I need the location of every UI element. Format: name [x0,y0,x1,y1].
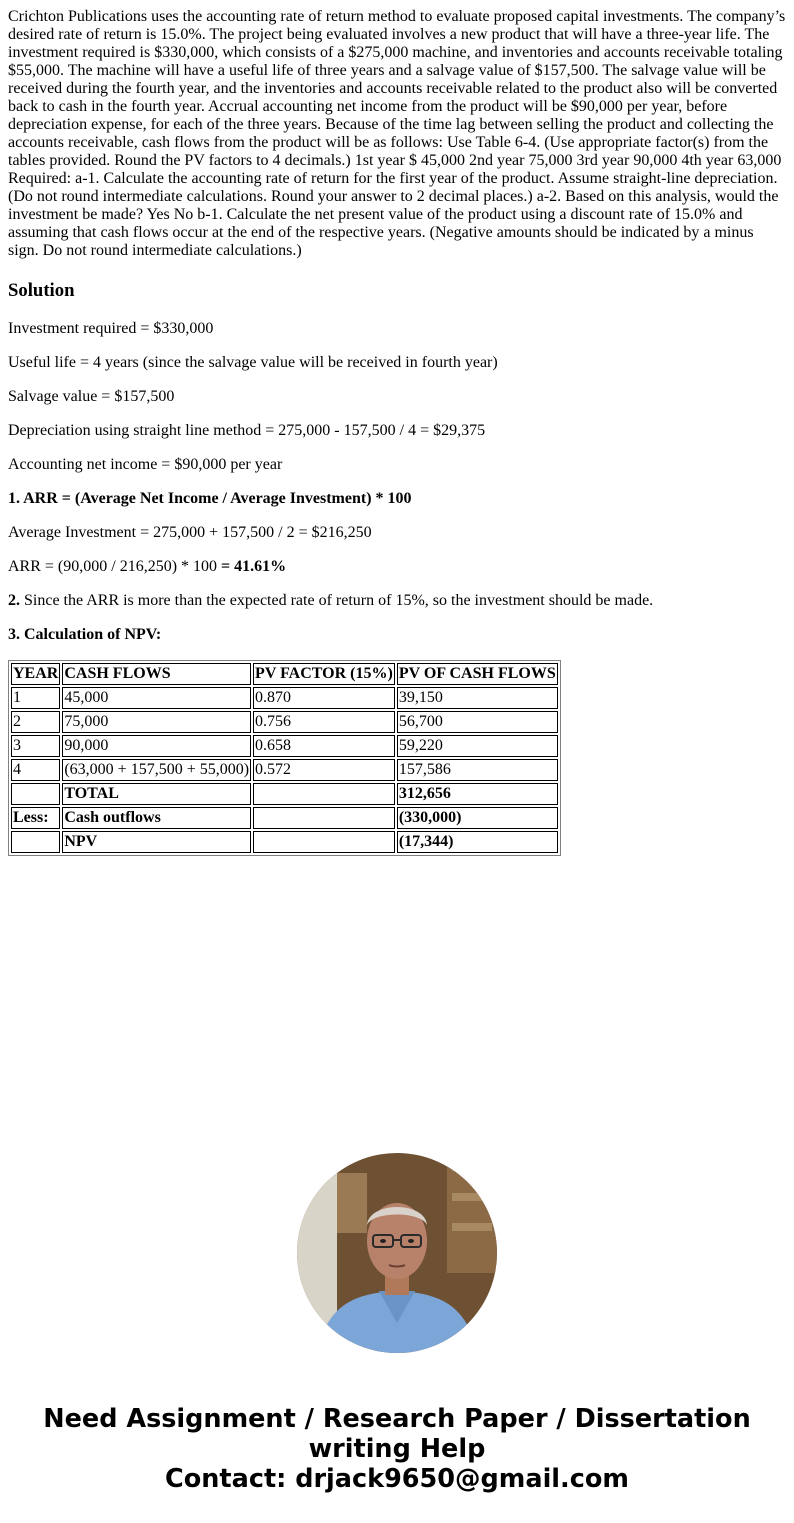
cell-cash-flow: 45,000 [62,687,251,709]
npv-row [11,831,558,853]
header-pv-factor: PV FACTOR (15%) [253,663,395,685]
total-value: 312,656 [397,783,558,805]
author-portrait-image [297,1153,497,1353]
solution-heading: Solution [8,280,75,301]
cell-cash-flow: (63,000 + 157,500 + 55,000) [62,759,251,781]
npv-table [8,660,561,856]
header-cash-flows: CASH FLOWS [62,663,251,685]
cell-cash-flow: 75,000 [62,711,251,733]
useful-life-line: Useful life = 4 years (since the salvage value will be received in fourth year) [8,354,498,371]
question-text: Crichton Publications uses the accounting rate of return method to evaluate proposed capital investments. The company’s desired rate of return is 15.0%. The project being evaluated involves a new product that will have a three-year life. The investment required is $330,000, which consists of a $275,000 machine, and inventories and accounts receivable totaling $55,000. The machine will have a useful life of three years and a salvage value of $157,500. The salvage value will be received during the fourth year, and the inventories and accounts receivable related to the product also will be converted back to cash in the fourth year. Accrual accounting net income from the product will be $90,000 per year, before depreciation expense, for each of the three years. Because of the time lag between selling the product and collecting the accounts receivable, cash flows from the product will be as follows: Use Table 6-4. (Use appropriate factor(s) from the tables provided. Round the PV factors to 4 decimals.) 1st year $ 45,000 2nd year 75,000 3rd year 90,000 4th year 63,000 Required: a-1. Calculate the accounting rate of return for the first year of the product. Assume straight-line depreciation. (Do not round intermediate calculations. Round your answer to 2 decimal places.) a-2. Based on this analysis, would the investment be made? Yes No b-1. Calculate the net present value of the product using a discount rate of 15.0% and assuming that cash flows occur at the end of the respective years. (Negative amounts should be indicated by a minus sign. Do not round intermediate calculations.) [8,8,786,259]
decision-line [8,592,786,610]
cell-pv-factor: 0.756 [253,711,395,733]
cell-pv: 39,150 [397,687,558,709]
outflows-value: (330,000) [397,807,558,829]
cell-year: 2 [11,711,60,733]
banner-line-1: Need Assignment / Research Paper / Dissertation [43,1404,751,1434]
arr-result: = 41.61% [217,558,287,575]
investment-line: Investment required = $330,000 [8,320,214,337]
table-header-row [11,663,558,685]
npv-value: (17,344) [397,831,558,853]
arr-calc-text: ARR = (90,000 / 216,250) * 100 [8,558,218,575]
arr-formula: 1. ARR = (Average Net Income / Average Investment) * 100 [8,490,412,507]
author-avatar [297,1153,497,1353]
cell-year: 1 [11,687,60,709]
table-row [11,735,558,757]
net-income-line: Accounting net income = $90,000 per year [8,456,283,473]
table-row [11,759,558,781]
cell-empty [253,831,395,853]
cell-pv: 56,700 [397,711,558,733]
cell-year: 4 [11,759,60,781]
depreciation-line: Depreciation using straight line method = 275,000 - 157,500 / 4 = $29,375 [8,422,486,439]
cell-empty [253,783,395,805]
header-pv-cash-flows: PV OF CASH FLOWS [397,663,558,685]
cell-empty [11,783,60,805]
cell-pv-factor: 0.870 [253,687,395,709]
decision-text: Since the ARR is more than the expected rate of return of 15%, so the investment should be made. [20,592,654,609]
banner-line-2: writing Help [308,1434,486,1464]
outflows-label: Cash outflows [62,807,251,829]
table-row [11,711,558,733]
salvage-line: Salvage value = $157,500 [8,388,175,405]
total-row [11,783,558,805]
banner-line-3: Contact: drjack9650@gmail.com [165,1464,629,1494]
header-year: YEAR [11,663,60,685]
total-label: TOTAL [62,783,251,805]
outflows-row [11,807,558,829]
cell-empty [253,807,395,829]
decision-number: 2. [8,592,20,609]
arr-calculation [8,558,786,576]
avg-investment-line: Average Investment = 275,000 + 157,500 / 2 = $216,250 [8,524,372,541]
cell-cash-flow: 90,000 [62,735,251,757]
less-label: Less: [11,807,60,829]
npv-heading: 3. Calculation of NPV: [8,626,162,643]
table-row [11,687,558,709]
contact-banner [0,1404,794,1494]
cell-year: 3 [11,735,60,757]
cell-pv-factor: 0.658 [253,735,395,757]
npv-label: NPV [62,831,251,853]
cell-empty [11,831,60,853]
cell-pv: 59,220 [397,735,558,757]
cell-pv: 157,586 [397,759,558,781]
cell-pv-factor: 0.572 [253,759,395,781]
